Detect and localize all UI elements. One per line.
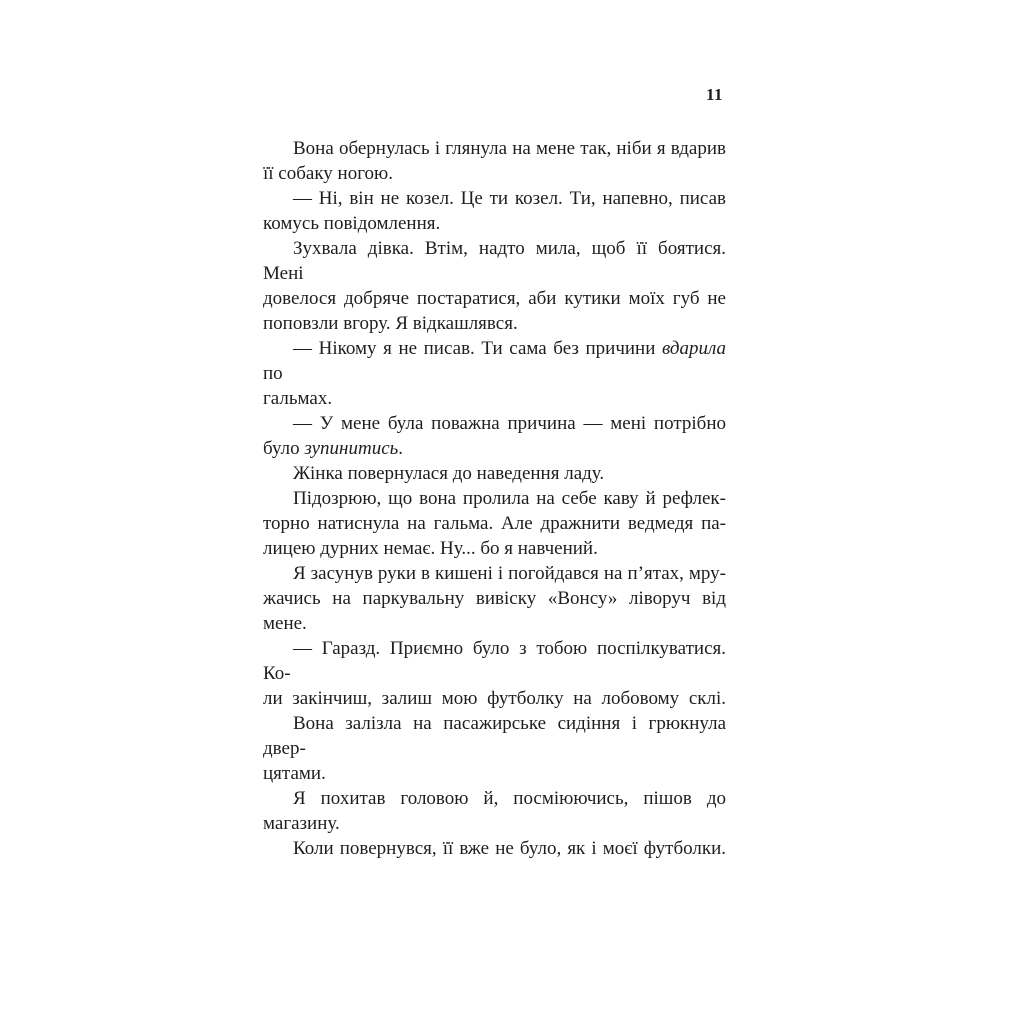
text-segment: її собаку ногою. xyxy=(263,163,393,184)
text-line xyxy=(263,136,726,161)
text-segment: — Нікому я не писав. Ти сама без причини xyxy=(293,338,662,359)
text-segment: комусь повідомлення. xyxy=(263,213,441,234)
text-line xyxy=(263,536,726,561)
text-segment: було xyxy=(263,438,305,459)
text-line xyxy=(263,786,726,836)
text-line xyxy=(263,186,726,211)
text-segment: Вона залізла на пасажирське сидіння і грюкнула двер- xyxy=(263,713,726,759)
text-segment: Коли повернувся, її вже не було, як і моєї футболки. xyxy=(293,838,726,859)
italic-text-segment: вдарила xyxy=(661,338,726,359)
paragraph xyxy=(263,336,726,411)
text-line xyxy=(263,411,726,436)
page-number: 11 xyxy=(705,85,723,104)
paragraph xyxy=(263,236,726,336)
text-line xyxy=(263,711,726,761)
paragraph xyxy=(263,836,726,861)
text-segment: торно натиснула на гальма. Але дражнити ведмедя па- xyxy=(263,513,726,534)
text-segment: Підозрюю, що вона пролила на себе каву й рефлек- xyxy=(293,488,726,509)
paragraph xyxy=(263,711,726,786)
text-segment: Вона обернулась і глянула на мене так, ніби я вдарив xyxy=(293,138,726,159)
text-line xyxy=(263,161,726,186)
text-segment: Я засунув руки в кишені і погойдався на п’ятах, мру- xyxy=(293,563,726,584)
text-line xyxy=(263,586,726,636)
text-line xyxy=(263,336,726,386)
text-line xyxy=(263,311,726,336)
text-segment: жачись на паркувальну вивіску «Вонсу» ліворуч від мене. xyxy=(263,588,726,634)
paragraph xyxy=(263,636,726,711)
text-segment: Я похитав головою й, посміюючись, пішов до магазину. xyxy=(263,788,726,834)
text-segment: лицею дурних немає. Ну... бо я навчений. xyxy=(263,538,598,559)
text-line xyxy=(263,636,726,686)
text-segment: Жінка повернулася до наведення ладу. xyxy=(293,463,605,484)
text-segment: цятами. xyxy=(263,763,326,784)
paragraph xyxy=(263,486,726,561)
italic-text-segment: зупинитись xyxy=(304,438,399,459)
text-segment: ли закінчиш, залиш мою футболку на лобовому склі. xyxy=(263,688,726,709)
text-line xyxy=(263,461,726,486)
text-line xyxy=(263,236,726,286)
text-line xyxy=(263,211,726,236)
paragraph xyxy=(263,461,726,486)
text-segment: поповзли вгору. Я відкашлявся. xyxy=(263,313,518,334)
paragraph xyxy=(263,136,726,186)
text-segment: — Гаразд. Приємно було з тобою поспілкуватися. Ко- xyxy=(263,638,726,684)
paragraph xyxy=(263,186,726,236)
text-line xyxy=(263,286,726,311)
paragraph xyxy=(263,561,726,636)
text-line xyxy=(263,436,726,461)
paragraph xyxy=(263,786,726,836)
text-line xyxy=(263,486,726,511)
text-segment: гальмах. xyxy=(263,388,333,409)
text-line xyxy=(263,686,726,711)
text-segment: довелося добряче постаратися, аби кутики моїх губ не xyxy=(263,288,726,309)
text-line xyxy=(263,386,726,411)
text-segment: — У мене була поважна причина — мені потрібно xyxy=(293,413,726,434)
text-segment: по xyxy=(263,363,283,384)
text-line xyxy=(263,511,726,536)
paragraph xyxy=(263,411,726,461)
text-segment: Зухвала дівка. Втім, надто мила, щоб її боятися. Мені xyxy=(263,238,726,284)
text-segment: — Ні, він не козел. Це ти козел. Ти, напевно, писав xyxy=(293,188,726,209)
text-line xyxy=(263,836,726,861)
page-text xyxy=(263,136,726,861)
text-segment: . xyxy=(398,438,404,459)
text-line xyxy=(263,761,726,786)
text-line xyxy=(263,561,726,586)
